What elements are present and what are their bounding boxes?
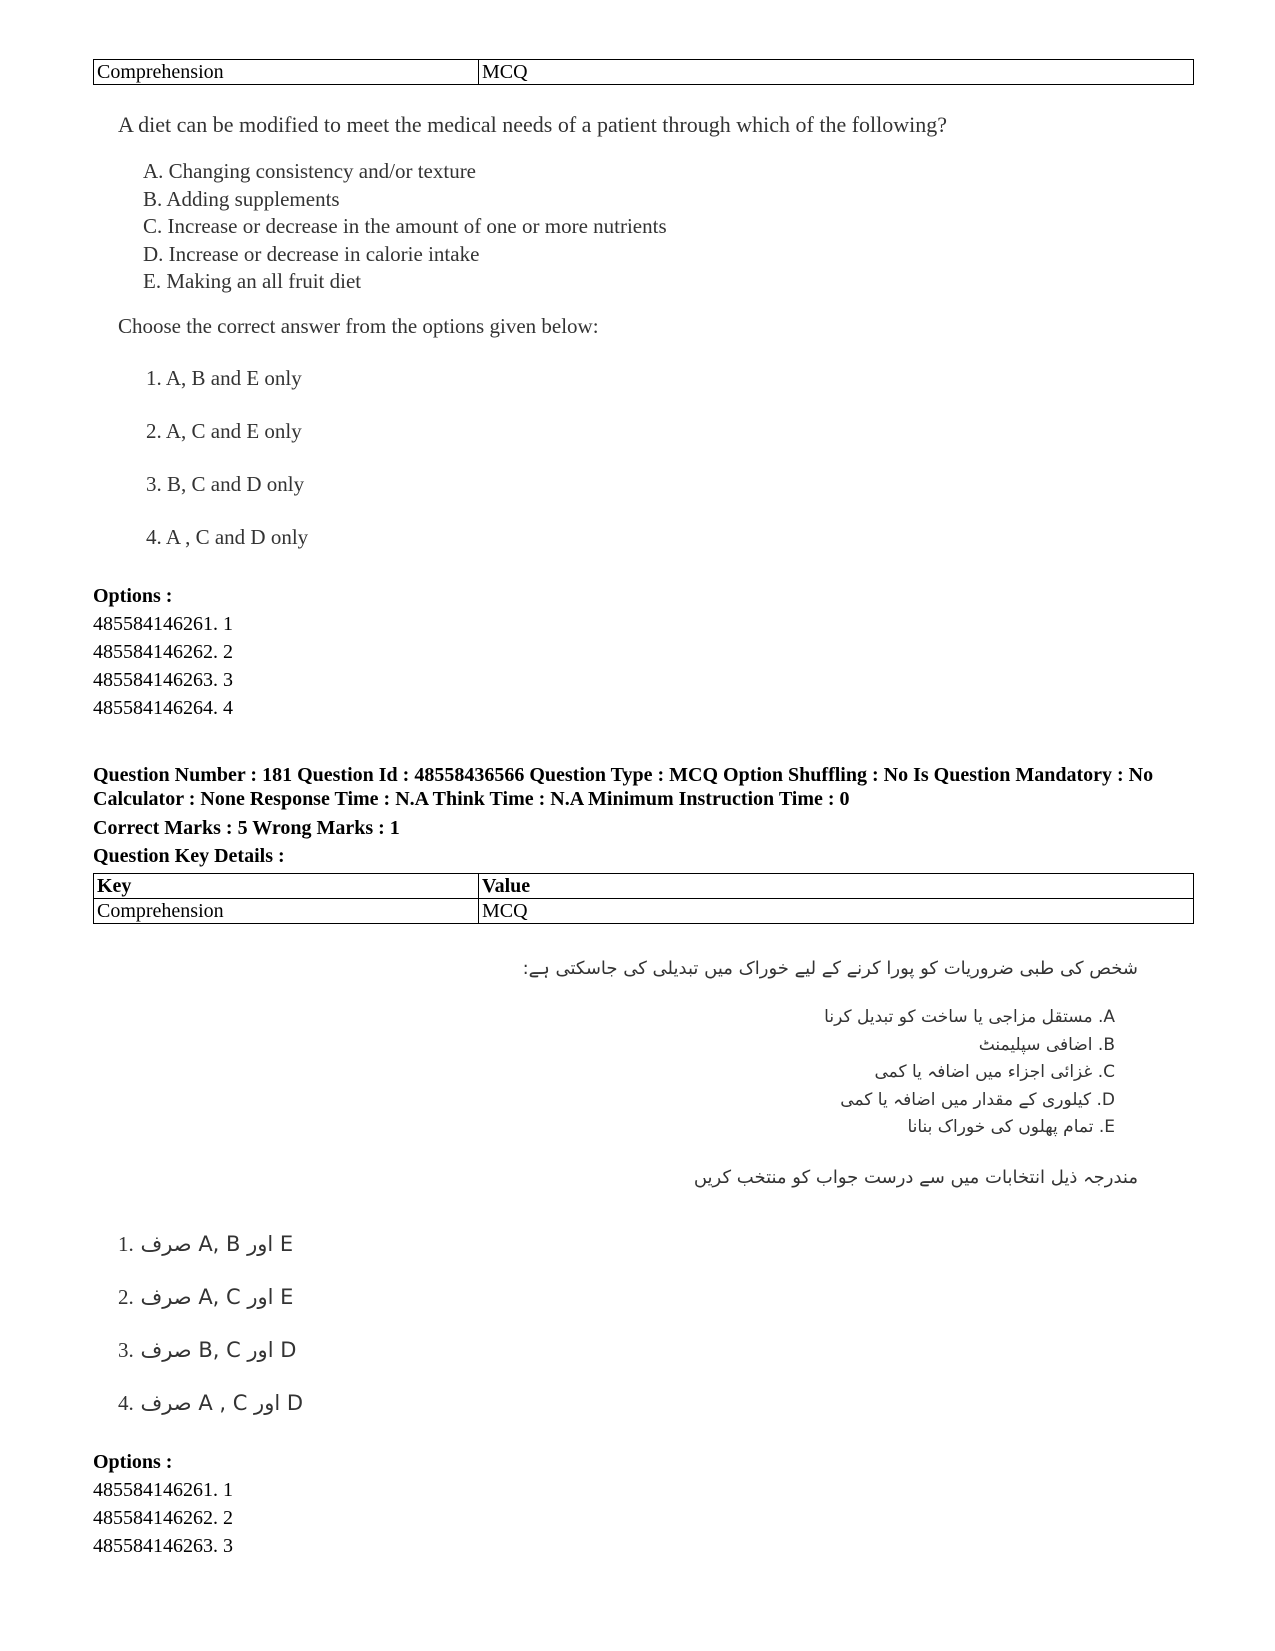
choice-number: 4. [118,1391,134,1415]
table-row [94,899,1194,924]
statement-item: B. اضافی سپلیمنٹ [978,1034,1115,1055]
table-header-value: Value [479,874,1194,899]
table-cell-value: MCQ [479,60,1194,85]
option-code: 485584146263. 3 [93,669,233,691]
statement-item: B. Adding supplements [143,186,340,211]
statement-list [143,158,667,296]
answer-choice-3: 3. B, C and D only [146,472,305,496]
statement-item: A. مستقل مزاجی یا ساخت کو تبدیل کرنا [824,1007,1115,1027]
answer-choice-2: 2. A, C and E only [146,419,302,443]
question-marks: Correct Marks : 5 Wrong Marks : 1 [93,817,400,839]
table-header-row [94,874,1194,899]
table-cell-value: MCQ [479,899,1194,924]
question-metadata: Question Number : 181 Question Id : 48558436566 Question Type : MCQ Option Shuffling : No Is Question Mandatory : No Calculator : None Response Time : N.A Think Time : N.A Minimum Instruction Time : 0 [93,764,1154,810]
answer-choice-2 [118,1285,293,1310]
question-instruction-urdu: مندرجہ ذیل انتخابات میں سے درست جواب کو منتخب کریں [693,1167,1138,1188]
statement-item: E. تمام پھلوں کی خوراک بنانا [907,1117,1115,1137]
options-label: Options : [93,1451,173,1473]
option-code: 485584146261. 1 [93,1479,233,1501]
question-key-details-label: Question Key Details : [93,845,285,867]
table-cell-key: Comprehension [94,60,479,85]
choice-text: E اور A, B صرف [140,1232,294,1256]
option-code: 485584146261. 1 [93,613,233,635]
choice-number: 3. [118,1338,134,1362]
statement-item: A. Changing consistency and/or texture [143,159,477,183]
options-label: Options : [93,585,173,607]
answer-choice-4 [118,1391,303,1416]
answer-choice-4: 4. A , C and D only [146,525,309,549]
option-code: 485584146264. 4 [93,697,233,719]
statement-item: C. غزائی اجزاء میں اضافہ یا کمی [874,1062,1115,1082]
question-key-table-top [93,59,1194,85]
answer-choice-1 [118,1232,293,1257]
statement-item: E. Making an all fruit diet [143,269,362,293]
table-cell-key: Comprehension [94,899,479,924]
statement-item: D. Increase or decrease in calorie intake [143,241,480,266]
choice-number: 1. [118,1232,134,1256]
choice-text: D اور A , C صرف [140,1391,304,1415]
option-code: 485584146263. 3 [93,1535,233,1557]
choice-text: E اور A, C صرف [140,1285,294,1309]
choice-text: D اور B, C صرف [140,1338,297,1362]
question-stem: A diet can be modified to meet the medical needs of a patient through which of the following? [118,112,948,137]
question-key-table [93,873,1194,924]
table-row [94,60,1194,85]
statement-item: C. Increase or decrease in the amount of one or more nutrients [143,214,667,238]
statement-item: D. کیلوری کے مقدار میں اضافہ یا کمی [840,1089,1115,1110]
question-stem-urdu: شخص کی طبی ضروریات کو پورا کرنے کے لیے خوراک میں تبدیلی کی جاسکتی ہے: [522,958,1138,979]
answer-choice-3 [118,1338,296,1363]
answer-choice-1: 1. A, B and E only [146,366,302,390]
statement-list-urdu [824,1004,1115,1142]
option-code: 485584146262. 2 [93,641,233,663]
choice-number: 2. [118,1285,134,1309]
option-code: 485584146262. 2 [93,1507,233,1529]
question-instruction: Choose the correct answer from the options given below: [118,314,599,338]
table-header-key: Key [94,874,479,899]
